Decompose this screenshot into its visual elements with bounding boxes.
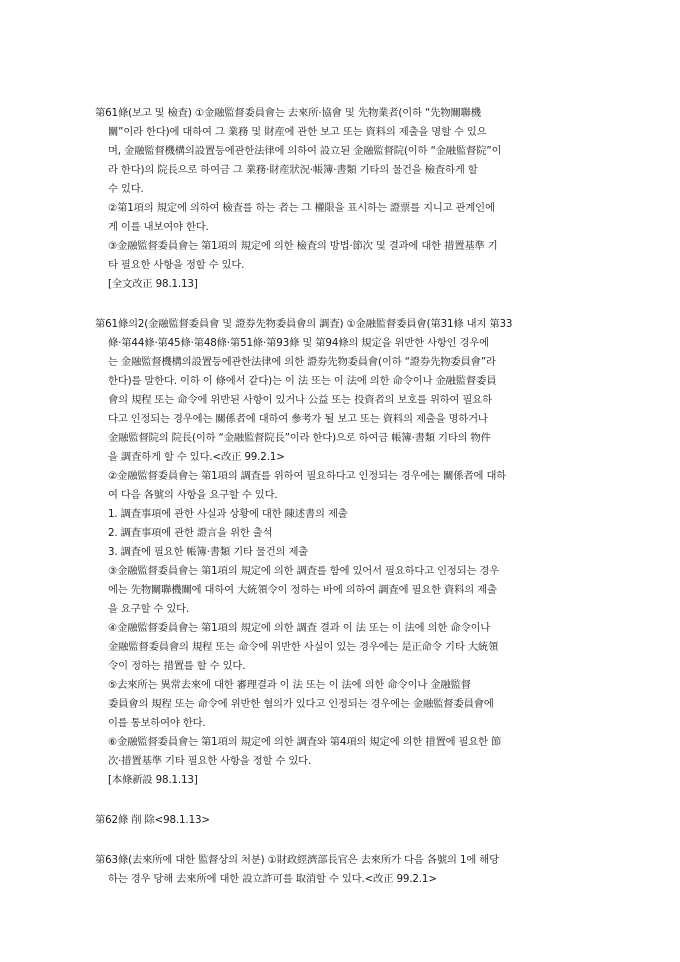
paragraph-5: ⑤去來所는 異常去來에 대한 審理결과 이 法 또는 이 法에 의한 命令이나 金融監督 [108, 679, 471, 691]
text-line: 金融監督委員會의 規程 또는 命令에 위반한 사실이 있는 경우에는 是正命令 기타 大統領 [108, 641, 499, 653]
article-61-heading: 第61條(보고 및 檢査) ①金融監督委員會는 去來所·協會 및 先物業者(이하 “先物關聯機 [95, 107, 481, 119]
text-line: 令이 정하는 措置를 할 수 있다. [108, 660, 246, 672]
paragraph-3: ③金融監督委員會는 第1項의 規定에 의한 檢査의 방법·節次 및 결과에 대한 措置基準 기 [108, 240, 498, 252]
paragraph-4: ④金融監督委員會는 第1項의 規定에 의한 調査 결과 이 法 또는 이 法에 의한 命令이나 [108, 622, 491, 634]
item-2: 2. 調査事項에 관한 證言을 위한 출석 [108, 527, 273, 539]
text-line: 한다)를 말한다. 이하 이 條에서 같다)는 이 法 또는 이 法에 의한 命令이나 金融監督委員 [108, 375, 497, 387]
text-line: 을 調査하게 할 수 있다.<改正 99.2.1> [108, 451, 285, 463]
text-line: 次·措置基準 기타 필요한 사항을 정할 수 있다. [108, 755, 312, 767]
paragraph-3: ③金融監督委員會는 第1項의 規定에 의한 調査를 함에 있어서 필요하다고 인정되는 경우 [108, 565, 500, 577]
paragraph-6: ⑥金融監督委員會는 第1項의 規定에 의한 調査와 第4項의 規定에 의한 措置에 필요한 節 [108, 736, 502, 748]
text-line: 金融監督院의 院長(이하 “金融監督院長”이라 한다)으로 하여금 帳簿·書類 기타의 物件 [108, 432, 491, 444]
text-line: 을 요구할 수 있다. [108, 603, 190, 615]
amendment-note: [本條新設 98.1.13] [108, 774, 198, 786]
text-line: 다고 인정되는 경우에는 關係者에 대하여 參考가 될 보고 또는 資料의 제출을 명하거나 [108, 413, 488, 425]
text-line: 라 한다)의 院長으로 하여금 그 業務·財産狀況·帳簿·書類 기타의 물건을 檢査하게 할 [108, 164, 478, 176]
text-line: 수 있다. [108, 183, 144, 195]
text-line: 게 이를 내보여야 한다. [108, 221, 209, 233]
text-line: 에는 先物關聯機關에 대하여 大統領令이 정하는 바에 의하여 調査에 필요한 資料의 제출 [108, 584, 497, 596]
text-line: 委員會의 規程 또는 命令에 위반한 혐의가 있다고 인정되는 경우에는 金融監督委員會에 [108, 698, 494, 710]
text-line: 타 필요한 사항을 정할 수 있다. [108, 259, 245, 271]
article-61-2-heading: 第61條의2(金融監督委員會 및 證券先物委員會의 調査) ①金融監督委員會(第31條 내지 第33 [95, 318, 513, 330]
paragraph-2: ②第1項의 規定에 의하여 檢査를 하는 者는 그 權限을 표시하는 證票를 지니고 관계인에 [108, 202, 495, 214]
text-line: 며, 金融監督機構의設置등에관한法律에 의하여 設立된 金融監督院(이하 “金融監督院”이 [108, 145, 502, 157]
text-line: 條·第44條·第45條·第48條·第51條·第93條 및 第94條의 規定을 위반한 사항인 경우에 [108, 337, 489, 349]
text-line: 는 金融監督機構의設置등에관한法律에 의한 證券先物委員會(이하 “證券先物委員會”라 [108, 356, 496, 368]
item-3: 3. 調査에 필요한 帳簿·書類 기타 물건의 제출 [108, 546, 309, 558]
text-line: 會의 規程 또는 命令에 위반된 사항이 있거나 公益 또는 投資者의 보호를 위하여 필요하 [108, 394, 492, 406]
amendment-note: [全文改正 98.1.13] [108, 278, 198, 290]
article-63-heading: 第63條(去來所에 대한 監督상의 처분) ①財政經濟部長官은 去來所가 다음 各號의 1에 해당 [95, 854, 499, 866]
item-1: 1. 調査事項에 관한 사실과 상황에 대한 陳述書의 제출 [108, 508, 348, 520]
article-62-heading: 第62條 削 除<98.1.13> [95, 814, 210, 826]
text-line: 하는 경우 당해 去來所에 대한 設立許可를 取消할 수 있다.<改正 99.2.1> [108, 873, 437, 885]
paragraph-2: ②金融監督委員會는 第1項의 調査를 위하여 필요하다고 인정되는 경우에는 關係者에 대하 [108, 470, 507, 482]
text-line: 여 다음 各號의 사항을 요구할 수 있다. [108, 489, 278, 501]
text-line: 이를 통보하여야 한다. [108, 717, 206, 729]
text-line: 關”이라 한다)에 대하여 그 業務 및 財産에 관한 보고 또는 資料의 제출을 명할 수 있으 [108, 126, 487, 138]
